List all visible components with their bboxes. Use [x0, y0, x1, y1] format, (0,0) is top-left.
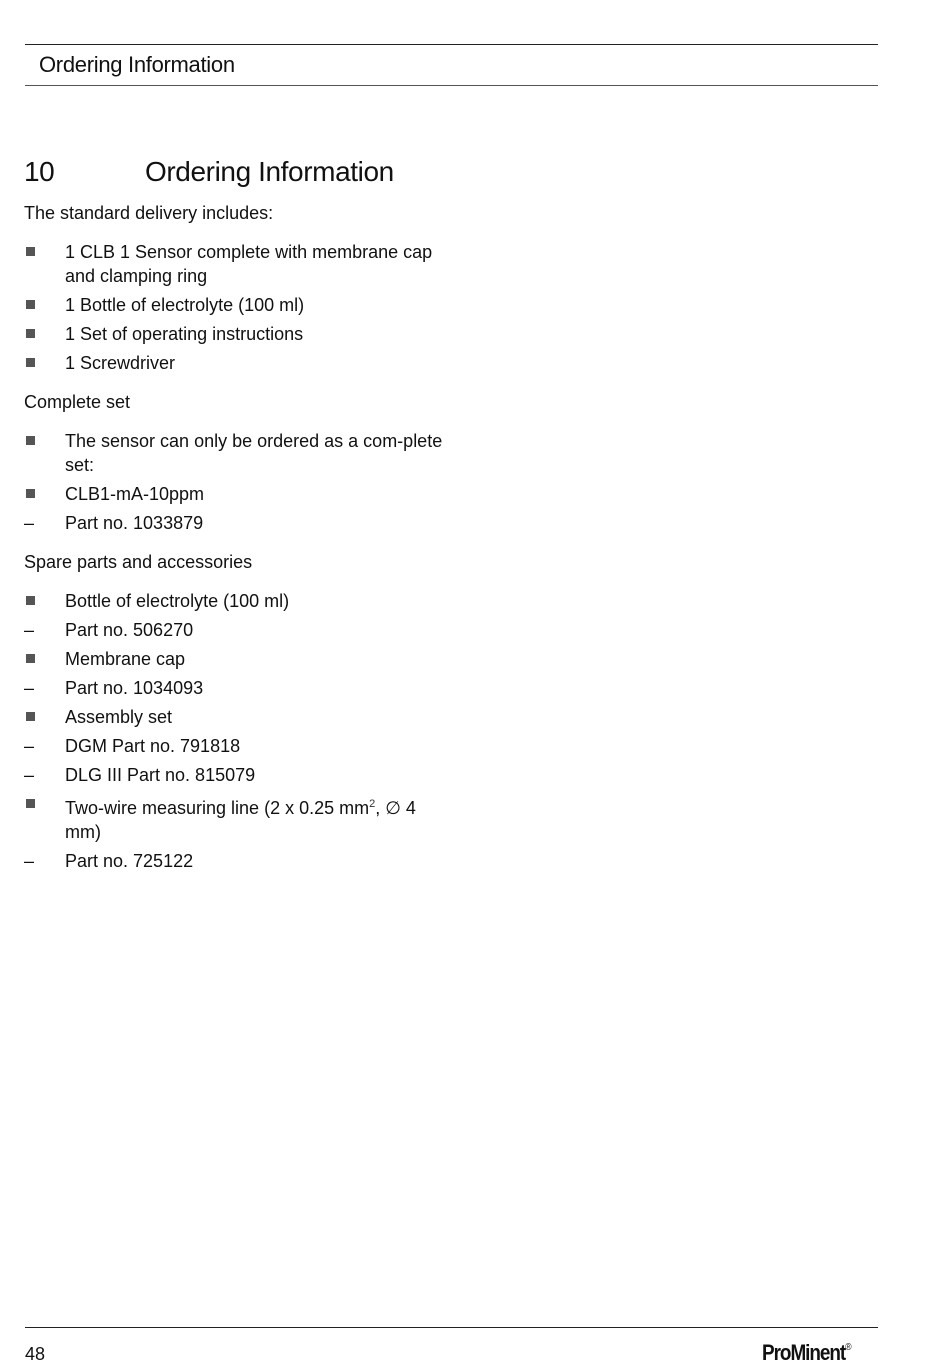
- footer-divider: [25, 1327, 878, 1328]
- running-header: [25, 44, 878, 86]
- bullet-square-icon: [26, 300, 35, 309]
- spare-parts-list: [24, 589, 444, 873]
- list-item: 1 Screwdriver: [24, 351, 444, 375]
- list-item: Bottle of electrolyte (100 ml) – Part no. 506270: [24, 589, 444, 642]
- dash-icon: –: [24, 620, 35, 640]
- complete-set-heading: Complete set: [24, 392, 131, 412]
- bullet-square-icon: [26, 654, 35, 663]
- bullet-square-icon: [26, 596, 35, 605]
- standard-delivery-list: [24, 240, 444, 375]
- list-item: The sensor can only be ordered as a com-plete set:: [24, 429, 444, 477]
- dash-icon: –: [24, 513, 35, 533]
- prominent-logo: [762, 1340, 851, 1366]
- logo-text: ProMinent: [762, 1340, 846, 1365]
- dash-icon: –: [24, 678, 35, 698]
- page-number: 48: [25, 1344, 46, 1364]
- list-item: 1 Bottle of electrolyte (100 ml): [24, 293, 444, 317]
- dash-icon: –: [24, 765, 35, 785]
- complete-set-list: [24, 429, 444, 535]
- sub-list-item: – Part no. 506270: [24, 620, 194, 640]
- sub-list-item: – DLG III Part no. 815079: [24, 765, 256, 785]
- superscript: 2: [369, 798, 376, 810]
- list-item: 1 Set of operating instructions: [24, 322, 444, 346]
- bullet-square-icon: [26, 712, 35, 721]
- list-item: CLB1-mA-10ppm – Part no. 1033879: [24, 482, 444, 535]
- main-content: [24, 201, 444, 878]
- dash-icon: –: [24, 851, 35, 871]
- standard-delivery-intro: The standard delivery includes:: [24, 203, 274, 223]
- bullet-square-icon: [26, 247, 35, 256]
- bullet-square-icon: [26, 329, 35, 338]
- sub-list-item: – DGM Part no. 791818: [24, 736, 241, 756]
- bullet-square-icon: [26, 436, 35, 445]
- bullet-square-icon: [26, 489, 35, 498]
- list-item: 1 CLB 1 Sensor complete with membrane cap and clamping ring: [24, 240, 444, 288]
- chapter-number: 10: [24, 156, 55, 187]
- spare-parts-heading: Spare parts and accessories: [24, 552, 253, 572]
- sub-list-item: – Part no. 1034093: [24, 678, 204, 698]
- dash-icon: –: [24, 736, 35, 756]
- running-header-title: Ordering Information: [39, 52, 235, 77]
- bullet-square-icon: [26, 358, 35, 367]
- sub-list-item: – Part no. 725122: [24, 851, 194, 871]
- registered-mark: ®: [845, 1342, 851, 1353]
- list-item: Membrane cap – Part no. 1034093: [24, 647, 444, 700]
- sub-list-item: – Part no. 1033879: [24, 513, 204, 533]
- list-item: Two-wire measuring line (2 x 0.25 $mm^2$, ∅ 4 mm) – Part no. 725122: [24, 792, 444, 873]
- bullet-square-icon: [26, 799, 35, 808]
- chapter-title: Ordering Information: [145, 156, 394, 187]
- list-item: Assembly set – DGM Part no. 791818 – DLG III Part no. 815079: [24, 705, 444, 787]
